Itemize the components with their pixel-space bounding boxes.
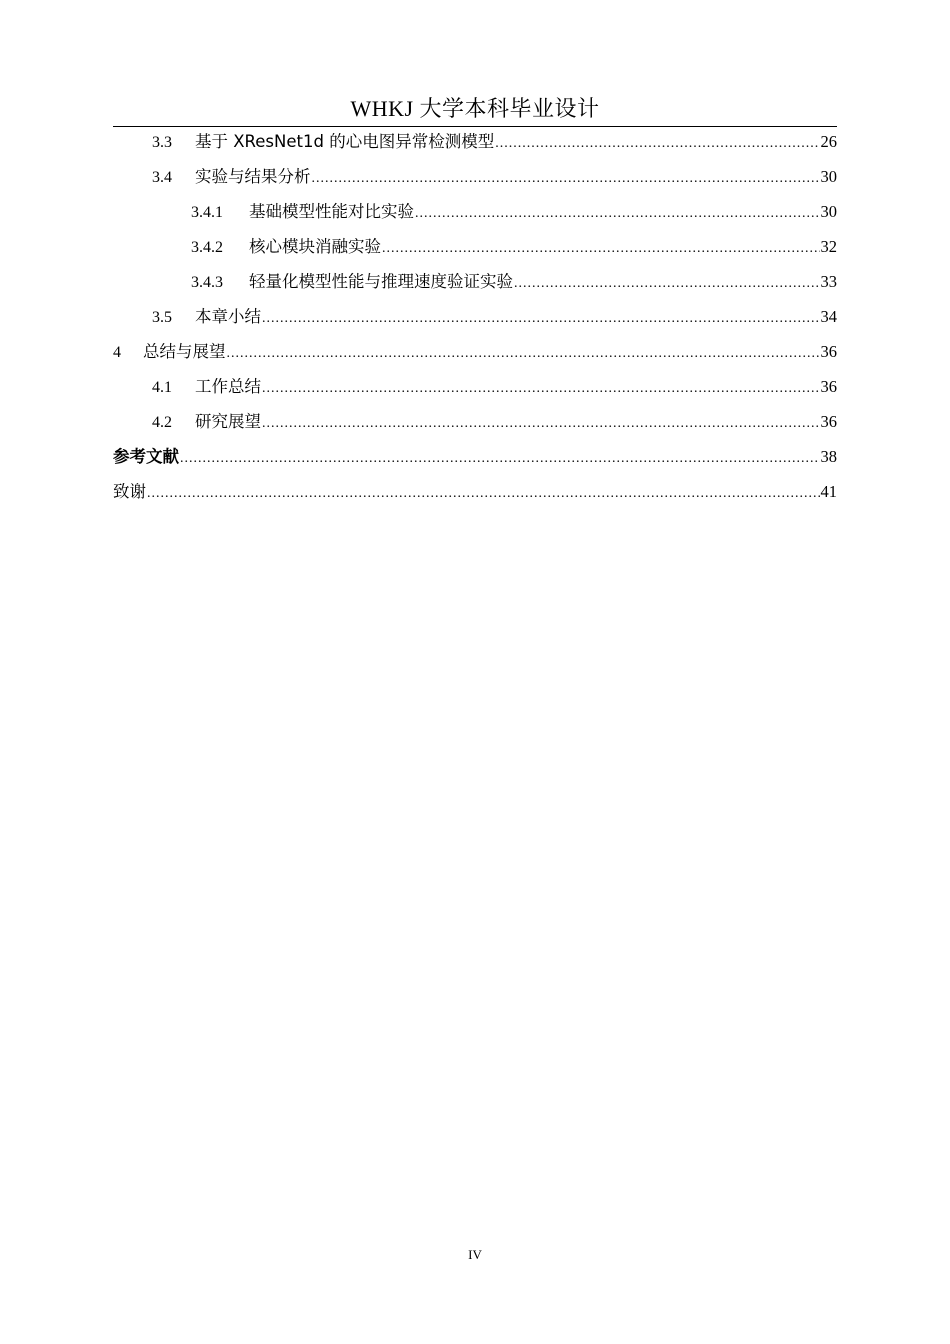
toc-dot-leader	[262, 375, 820, 403]
toc-entry-title: 致谢	[113, 482, 146, 501]
toc-entry-number: 4.2	[152, 414, 172, 431]
toc-entry[interactable]	[113, 198, 837, 233]
toc-entry-title: 本章小结	[195, 307, 261, 326]
toc-entry[interactable]	[113, 128, 837, 163]
toc-entry-title: 参考文献	[113, 447, 179, 466]
toc-dot-leader	[262, 410, 820, 438]
toc-entry-title: 基础模型性能对比实验	[249, 202, 414, 221]
toc-entry-page: 33	[820, 272, 837, 291]
toc-dot-leader	[227, 340, 820, 368]
toc-entry-page: 36	[820, 377, 837, 396]
toc-dot-leader	[495, 130, 819, 158]
toc-entry-number: 3.5	[152, 309, 172, 326]
page-header: WHKJ 大学本科毕业设计	[350, 96, 600, 121]
toc-dot-leader	[382, 235, 820, 263]
toc-dot-leader	[415, 200, 820, 228]
toc-entry-title: 工作总结	[195, 377, 261, 396]
toc-entry-title: 实验与结果分析	[195, 167, 311, 186]
toc-dot-leader	[262, 305, 820, 333]
toc-entry-number: 4.1	[152, 379, 172, 396]
toc-entry-title: 轻量化模型性能与推理速度验证实验	[249, 272, 513, 291]
toc-entry-page: 26	[820, 132, 837, 151]
toc-dot-leader	[312, 165, 820, 193]
toc-entry-title: 基于 XResNet1d 的心电图异常检测模型	[195, 132, 495, 151]
toc-entry[interactable]	[113, 373, 837, 408]
toc-entry-number: 4	[113, 344, 121, 361]
toc-entry-page: 38	[820, 447, 837, 466]
toc-entry[interactable]	[113, 338, 837, 373]
toc-dot-leader	[514, 270, 820, 298]
toc-entry-number: 3.4.2	[191, 239, 223, 256]
toc-entry-page: 32	[820, 237, 837, 256]
toc-entry[interactable]	[113, 303, 837, 338]
toc-entry[interactable]	[113, 443, 837, 478]
toc-entry-title: 总结与展望	[143, 342, 226, 361]
toc-entry-number: 3.4.3	[191, 274, 223, 291]
page-number: IV	[468, 1247, 482, 1262]
toc-entry-page: 30	[820, 167, 837, 186]
toc-entry-number: 3.3	[152, 134, 172, 151]
toc-entry-number: 3.4	[152, 169, 172, 186]
toc-dot-leader	[180, 445, 820, 473]
toc-entry-page: 30	[820, 202, 837, 221]
table-of-contents	[113, 128, 837, 513]
toc-dot-leader	[147, 480, 820, 508]
toc-entry-page: 36	[820, 412, 837, 431]
toc-entry-number: 3.4.1	[191, 204, 223, 221]
toc-entry-page: 36	[820, 342, 837, 361]
toc-entry[interactable]	[113, 163, 837, 198]
toc-entry[interactable]	[113, 268, 837, 303]
toc-entry[interactable]	[113, 233, 837, 268]
toc-entry-page: 41	[820, 482, 837, 501]
toc-entry-title: 核心模块消融实验	[249, 237, 381, 256]
toc-entry-title: 研究展望	[195, 412, 261, 431]
toc-entry[interactable]	[113, 478, 837, 513]
header-rule	[113, 126, 837, 127]
toc-entry-page: 34	[820, 307, 837, 326]
toc-entry[interactable]	[113, 408, 837, 443]
